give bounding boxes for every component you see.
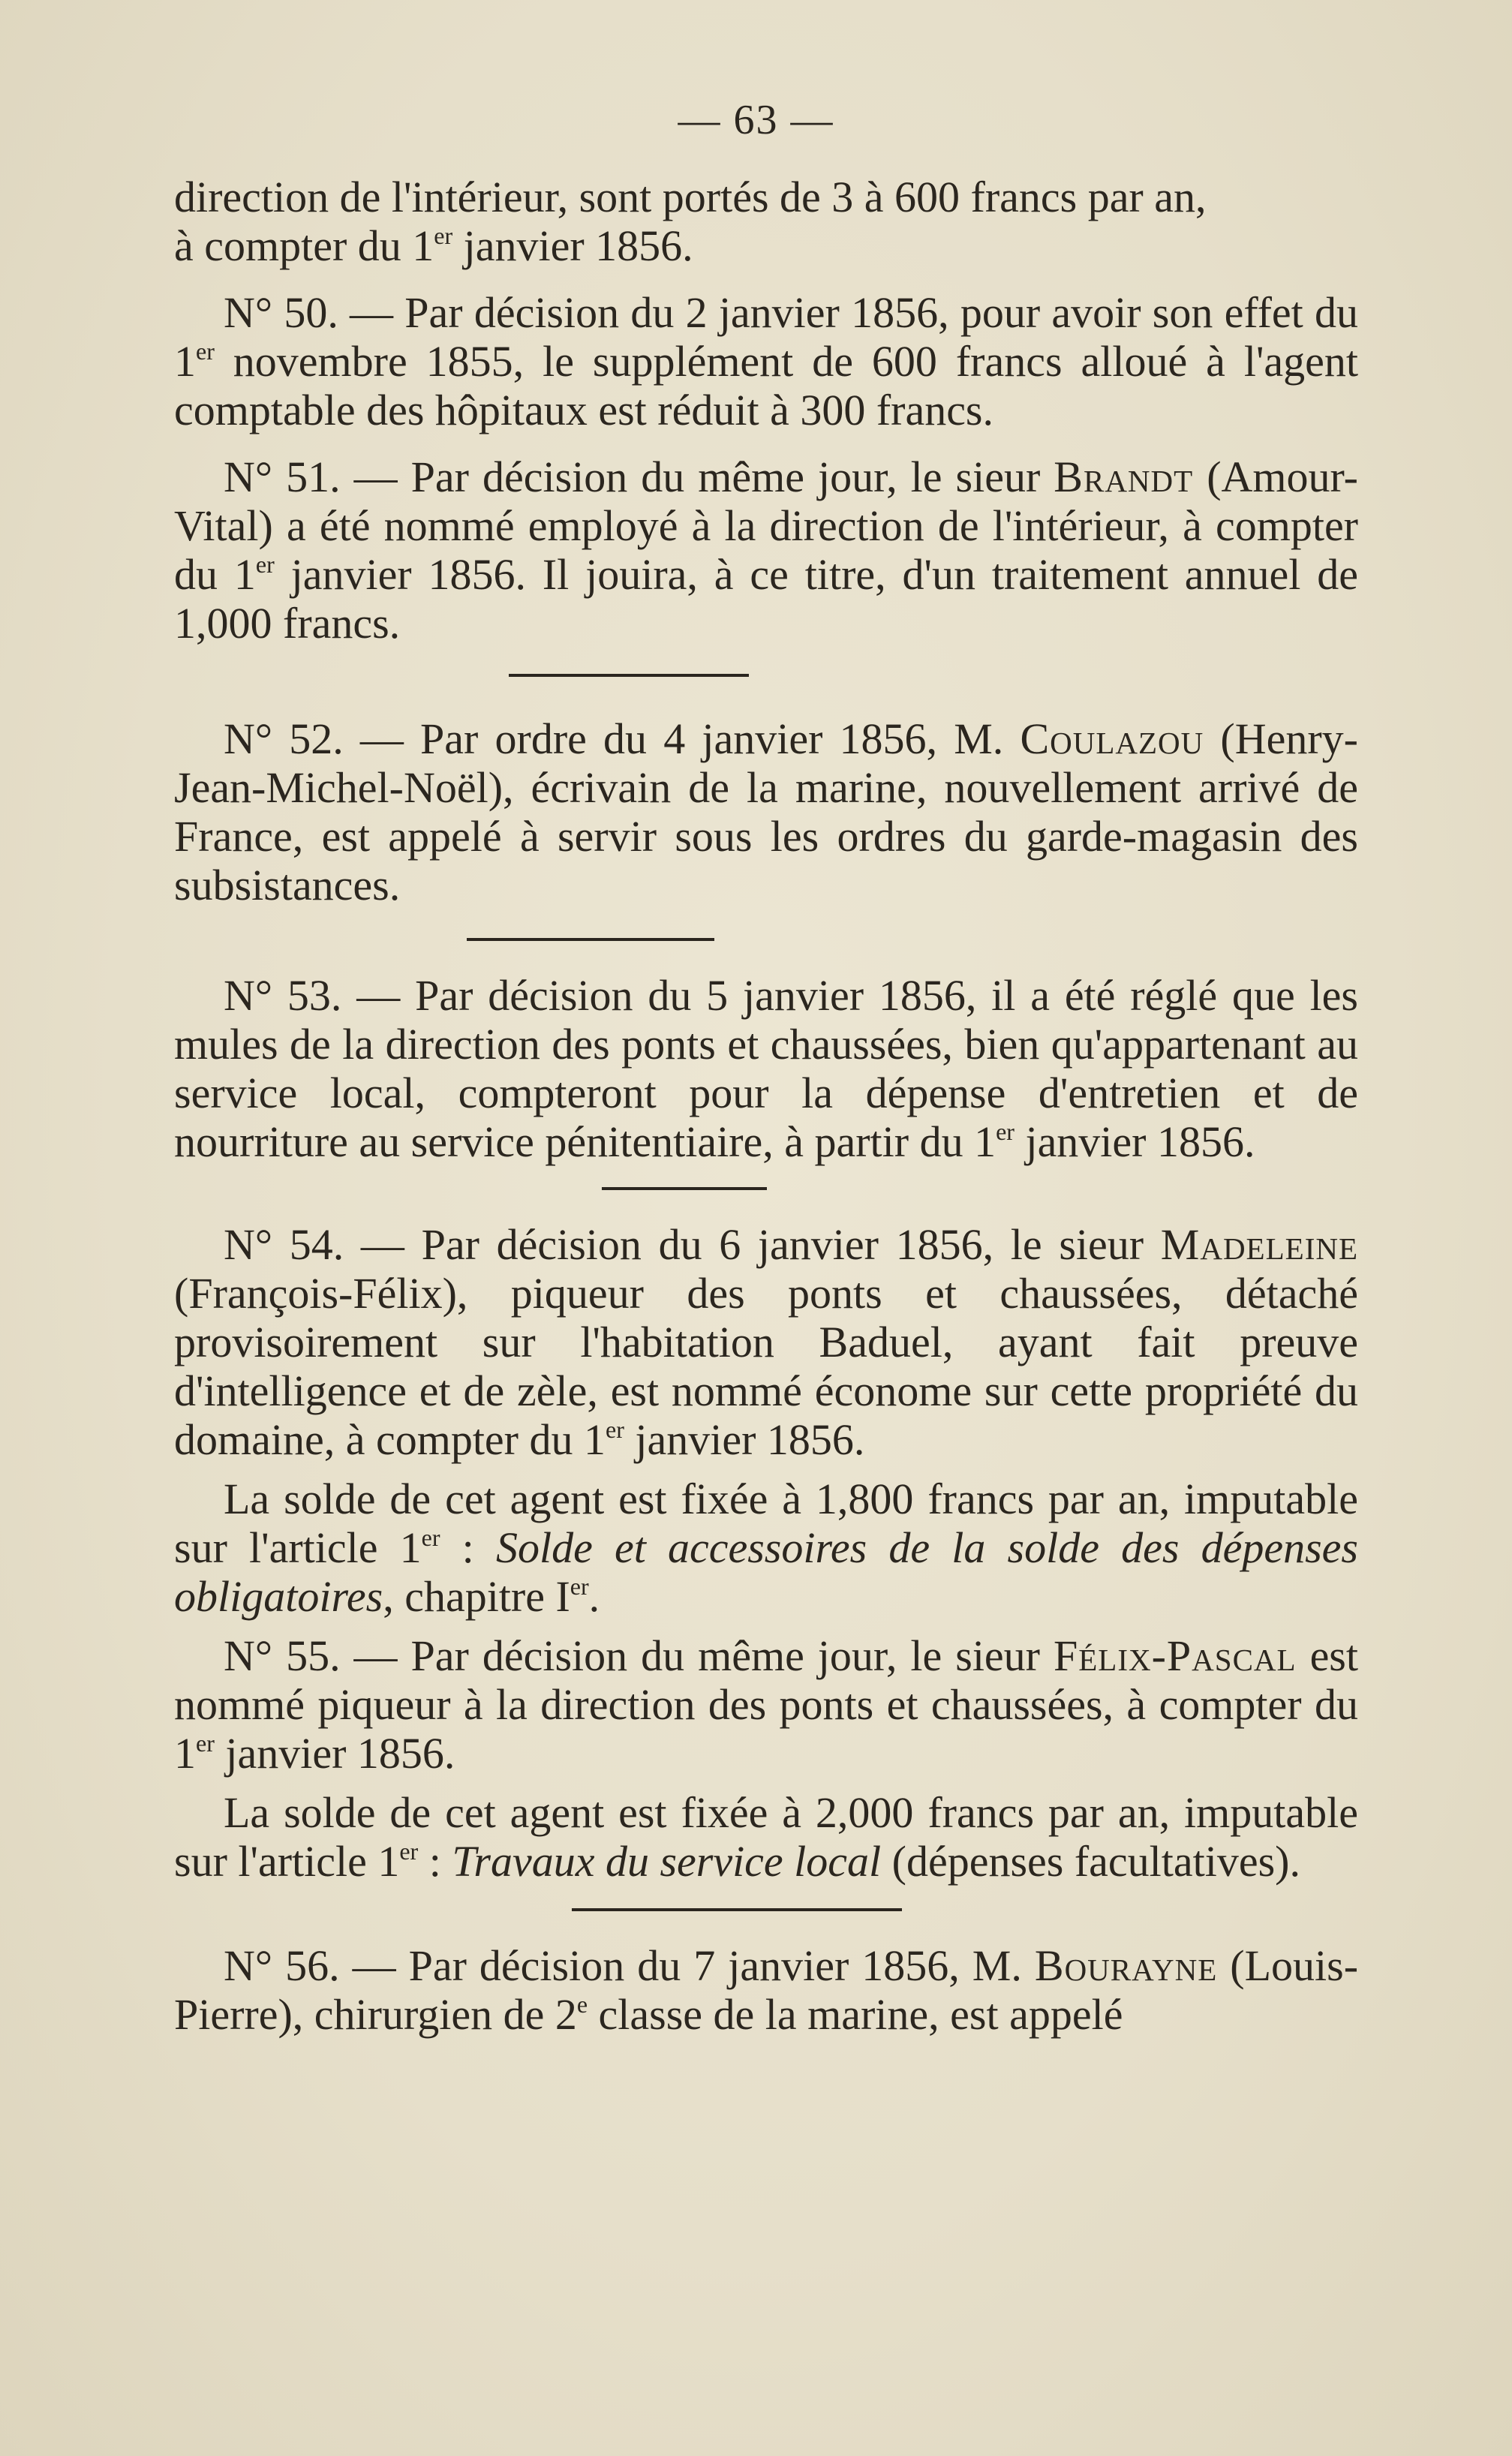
text-run: (François-Félix), piqueur des ponts et chaussées, détaché provisoirement sur l'habitation Baduel, ayant fait preuve d'intelligence et de zèle, est nommé économe sur cette propriété du domaine, à compter du 1 bbox=[174, 1269, 1358, 1464]
paragraph-continuation bbox=[174, 173, 1358, 270]
superscript: er bbox=[996, 1118, 1015, 1145]
paragraph-no-52 bbox=[174, 714, 1358, 909]
text-run: janvier 1856. bbox=[452, 221, 693, 270]
text-run: (Henry-Jean-Michel-Noël), écrivain de la marine, nouvellement arrivé de France, est appelé à servir sous les ordres du garde-magasin des subsistances. bbox=[174, 714, 1358, 909]
text-run: (Amour-Vital) a été nommé employé à la direction de l'intérieur, à compter du 1 bbox=[174, 452, 1358, 599]
superscript: er bbox=[255, 551, 275, 578]
superscript: er bbox=[421, 1524, 440, 1551]
separator-rule bbox=[572, 1908, 902, 1911]
text-run: : bbox=[418, 1837, 452, 1886]
text-run: N° 55. — Par décision du même jour, le sieur bbox=[224, 1631, 1054, 1680]
text-run: (Louis-Pierre), chirurgien de 2 bbox=[174, 1941, 1359, 2039]
person-name: Brandt bbox=[1054, 452, 1194, 501]
paragraph-no-55 bbox=[174, 1631, 1358, 1778]
separator-rule bbox=[602, 1187, 767, 1190]
paragraph-no-53 bbox=[174, 971, 1358, 1166]
superscript: er bbox=[570, 1573, 589, 1600]
text-run: N° 51. — Par décision du même jour, le sieur bbox=[224, 452, 1054, 501]
text-run: N° 54. — Par décision du 6 janvier 1856, le sieur bbox=[224, 1220, 1161, 1269]
text-run: N° 52. — Par ordre du 4 janvier 1856, M. bbox=[224, 714, 1021, 763]
paragraph-no-54-solde bbox=[174, 1475, 1358, 1621]
text-run: classe de la marine, est appelé bbox=[588, 1990, 1123, 2039]
paragraph-no-51 bbox=[174, 452, 1358, 648]
text-run: La solde de cet agent est fixée à 1,800 francs par an, imputable sur l'article 1 bbox=[174, 1475, 1358, 1572]
italic-text: Travaux du service local bbox=[452, 1837, 882, 1886]
person-name: Bourayne bbox=[1034, 1941, 1218, 1990]
page-number: — 63 — bbox=[678, 97, 834, 143]
text-run: N° 53. — Par décision du 5 janvier 1856, il a été réglé que les mules de la direction des ponts et chaussées, bien qu'appartenant au service local, compteront pour la dépense d'entretien et de nourriture au service pénitentiaire, à partir du 1 bbox=[174, 971, 1358, 1166]
superscript: e bbox=[576, 1991, 588, 2018]
text-run: direction de l'intérieur, sont portés de 3 à 600 francs par an, bbox=[174, 173, 1207, 221]
text-run: N° 56. — Par décision du 7 janvier 1856, M. bbox=[224, 1941, 1035, 1990]
text-run: est nommé piqueur à la direction des ponts et chaussées, à compter du 1 bbox=[174, 1631, 1358, 1778]
text-run: janvier 1856. bbox=[214, 1729, 455, 1778]
paragraph-no-54 bbox=[174, 1220, 1358, 1464]
paragraph-no-56 bbox=[174, 1941, 1358, 2039]
person-name: Coulazou bbox=[1020, 714, 1204, 763]
superscript: er bbox=[606, 1416, 624, 1443]
paragraph-no-50 bbox=[174, 288, 1358, 434]
text-run: , chapitre I bbox=[383, 1572, 570, 1621]
text-run: janvier 1856. bbox=[1014, 1117, 1255, 1166]
text-run: (dépenses facultatives). bbox=[881, 1837, 1300, 1886]
page-text bbox=[174, 173, 1358, 2039]
text-run: janvier 1856. Il jouira, à ce titre, d'un traitement annuel de 1,000 francs. bbox=[174, 550, 1358, 648]
superscript: er bbox=[399, 1838, 419, 1865]
superscript: er bbox=[196, 1730, 215, 1757]
text-run: : bbox=[440, 1523, 496, 1572]
text-run: N° 50. — Par décision du 2 janvier 1856, pour avoir son effet du 1 bbox=[174, 288, 1358, 386]
superscript: er bbox=[196, 338, 215, 365]
text-run: La solde de cet agent est fixée à 2,000 francs par an, imputable sur l'article 1 bbox=[174, 1788, 1358, 1886]
separator-rule bbox=[467, 938, 714, 941]
superscript: er bbox=[434, 222, 453, 249]
person-name: Félix-Pascal bbox=[1053, 1631, 1297, 1680]
text-run: à compter du 1 bbox=[174, 221, 434, 270]
separator-rule bbox=[509, 674, 749, 677]
text-run: janvier 1856. bbox=[624, 1415, 865, 1464]
text-run: novembre 1855, le supplément de 600 francs alloué à l'agent comptable des hôpitaux est réduit à 300 francs. bbox=[174, 337, 1358, 434]
text-run: . bbox=[588, 1572, 600, 1621]
italic-text: Solde et accessoires de la solde des dépenses obligatoires bbox=[174, 1523, 1358, 1621]
paragraph-no-55-solde bbox=[174, 1788, 1358, 1886]
person-name: Madeleine bbox=[1160, 1220, 1358, 1269]
